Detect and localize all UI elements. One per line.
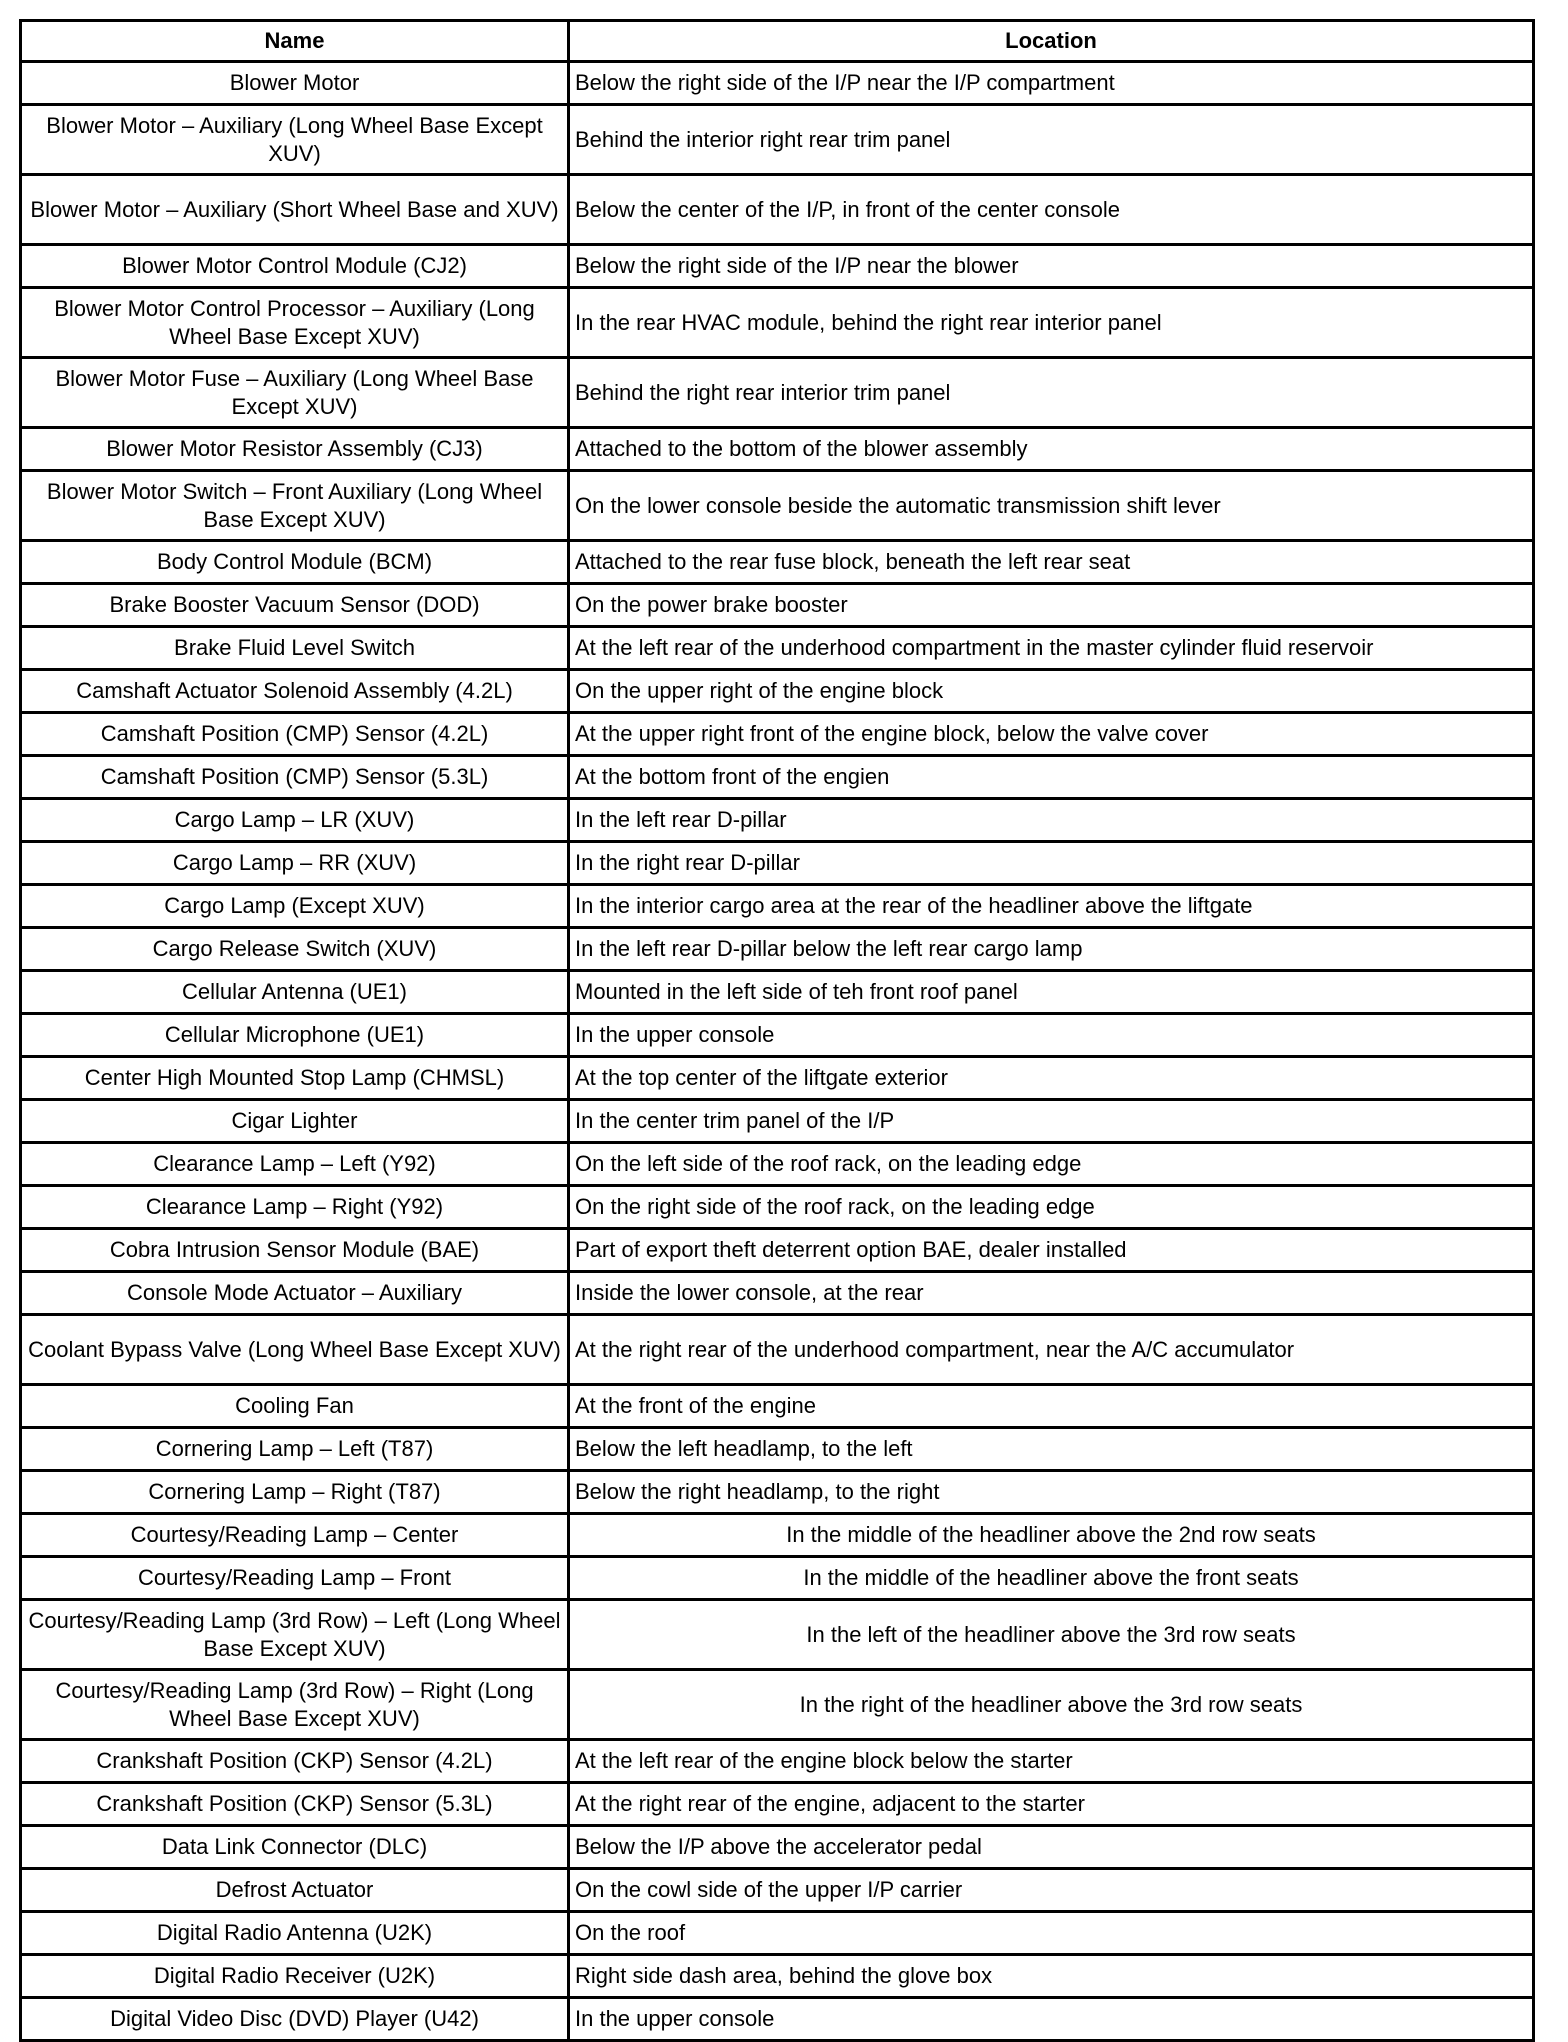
table-row (21, 1385, 1534, 1428)
table-row (21, 1826, 1534, 1869)
component-location-cell: At the upper right front of the engine block, below the valve cover (569, 713, 1534, 756)
table-row (21, 627, 1534, 670)
table-row (21, 1272, 1534, 1315)
component-name-cell: Clearance Lamp – Right (Y92) (21, 1186, 569, 1229)
table-row (21, 1869, 1534, 1912)
component-location-cell: Below the I/P above the accelerator pedal (569, 1826, 1534, 1869)
table-row (21, 1143, 1534, 1186)
component-name-cell: Cigar Lighter (21, 1100, 569, 1143)
component-location-cell: On the lower console beside the automatic transmission shift lever (569, 471, 1534, 541)
table-row (21, 1514, 1534, 1557)
component-name-cell: Cornering Lamp – Left (T87) (21, 1428, 569, 1471)
component-name-cell: Digital Radio Receiver (U2K) (21, 1955, 569, 1998)
component-location-cell: At the right rear of the engine, adjacent to the starter (569, 1783, 1534, 1826)
component-location-cell: Attached to the bottom of the blower assembly (569, 428, 1534, 471)
table-row (21, 288, 1534, 358)
component-name-cell: Courtesy/Reading Lamp (3rd Row) – Left (Long Wheel Base Except XUV) (21, 1600, 569, 1670)
component-name-cell: Console Mode Actuator – Auxiliary (21, 1272, 569, 1315)
component-name-cell: Cargo Lamp – RR (XUV) (21, 842, 569, 885)
component-location-cell: Below the right side of the I/P near the blower (569, 245, 1534, 288)
component-location-cell: In the rear HVAC module, behind the right rear interior panel (569, 288, 1534, 358)
component-name-cell: Blower Motor Switch – Front Auxiliary (Long Wheel Base Except XUV) (21, 471, 569, 541)
component-name-cell: Coolant Bypass Valve (Long Wheel Base Except XUV) (21, 1315, 569, 1385)
component-name-cell: Courtesy/Reading Lamp (3rd Row) – Right (Long Wheel Base Except XUV) (21, 1670, 569, 1740)
component-location-cell: In the center trim panel of the I/P (569, 1100, 1534, 1143)
component-location-cell: At the right rear of the underhood compartment, near the A/C accumulator (569, 1315, 1534, 1385)
component-name-cell: Camshaft Actuator Solenoid Assembly (4.2L) (21, 670, 569, 713)
component-location-cell: In the interior cargo area at the rear of the headliner above the liftgate (569, 885, 1534, 928)
component-name-cell: Cellular Microphone (UE1) (21, 1014, 569, 1057)
table-row (21, 1600, 1534, 1670)
table-row (21, 799, 1534, 842)
component-location-cell: Inside the lower console, at the rear (569, 1272, 1534, 1315)
table-row (21, 428, 1534, 471)
column-header-location: Location (569, 21, 1534, 62)
component-name-cell: Body Control Module (BCM) (21, 541, 569, 584)
component-location-cell: In the right of the headliner above the 3rd row seats (569, 1670, 1534, 1740)
table-row (21, 584, 1534, 627)
component-name-cell: Cellular Antenna (UE1) (21, 971, 569, 1014)
component-name-cell: Brake Booster Vacuum Sensor (DOD) (21, 584, 569, 627)
component-location-cell: In the middle of the headliner above the front seats (569, 1557, 1534, 1600)
component-name-cell: Cobra Intrusion Sensor Module (BAE) (21, 1229, 569, 1272)
table-row (21, 471, 1534, 541)
table-row (21, 1740, 1534, 1783)
table-row (21, 1471, 1534, 1514)
component-location-cell: Part of export theft deterrent option BAE, dealer installed (569, 1229, 1534, 1272)
component-name-cell: Camshaft Position (CMP) Sensor (5.3L) (21, 756, 569, 799)
table-row (21, 541, 1534, 584)
table-body (21, 62, 1534, 2041)
table-row (21, 842, 1534, 885)
component-name-cell: Cargo Release Switch (XUV) (21, 928, 569, 971)
component-location-cell: On the power brake booster (569, 584, 1534, 627)
table-row (21, 1428, 1534, 1471)
column-header-name: Name (21, 21, 569, 62)
table-row (21, 1229, 1534, 1272)
component-name-cell: Courtesy/Reading Lamp – Front (21, 1557, 569, 1600)
table-row (21, 1100, 1534, 1143)
component-location-cell: In the right rear D-pillar (569, 842, 1534, 885)
component-location-table (19, 19, 1535, 2042)
component-location-cell: At the left rear of the underhood compartment in the master cylinder fluid reservoir (569, 627, 1534, 670)
component-location-cell: Right side dash area, behind the glove box (569, 1955, 1534, 1998)
component-location-cell: Below the right side of the I/P near the I/P compartment (569, 62, 1534, 105)
component-location-cell: On the right side of the roof rack, on the leading edge (569, 1186, 1534, 1229)
component-name-cell: Crankshaft Position (CKP) Sensor (5.3L) (21, 1783, 569, 1826)
component-location-cell: Below the center of the I/P, in front of the center console (569, 175, 1534, 245)
table-row (21, 1186, 1534, 1229)
component-name-cell: Cargo Lamp (Except XUV) (21, 885, 569, 928)
component-location-cell: On the left side of the roof rack, on the leading edge (569, 1143, 1534, 1186)
component-location-cell: At the top center of the liftgate exterior (569, 1057, 1534, 1100)
table-row (21, 1783, 1534, 1826)
component-location-cell: On the cowl side of the upper I/P carrier (569, 1869, 1534, 1912)
table-row (21, 1955, 1534, 1998)
component-location-cell: Behind the interior right rear trim panel (569, 105, 1534, 175)
header-row (21, 21, 1534, 62)
component-location-cell: In the upper console (569, 1014, 1534, 1057)
table-row (21, 971, 1534, 1014)
component-name-cell: Courtesy/Reading Lamp – Center (21, 1514, 569, 1557)
table-row (21, 105, 1534, 175)
component-location-cell: Mounted in the left side of teh front roof panel (569, 971, 1534, 1014)
table-row (21, 713, 1534, 756)
component-location-cell: In the left rear D-pillar (569, 799, 1534, 842)
component-location-cell: Attached to the rear fuse block, beneath the left rear seat (569, 541, 1534, 584)
component-name-cell: Blower Motor Fuse – Auxiliary (Long Wheel Base Except XUV) (21, 358, 569, 428)
component-location-cell: In the middle of the headliner above the 2nd row seats (569, 1514, 1534, 1557)
table-row (21, 245, 1534, 288)
component-location-cell: At the left rear of the engine block below the starter (569, 1740, 1534, 1783)
component-name-cell: Cooling Fan (21, 1385, 569, 1428)
component-location-cell: On the upper right of the engine block (569, 670, 1534, 713)
table-row (21, 1315, 1534, 1385)
component-location-cell: At the bottom front of the engien (569, 756, 1534, 799)
component-name-cell: Blower Motor – Auxiliary (Short Wheel Base and XUV) (21, 175, 569, 245)
component-name-cell: Crankshaft Position (CKP) Sensor (4.2L) (21, 1740, 569, 1783)
component-name-cell: Blower Motor – Auxiliary (Long Wheel Base Except XUV) (21, 105, 569, 175)
table-row (21, 1670, 1534, 1740)
component-name-cell: Clearance Lamp – Left (Y92) (21, 1143, 569, 1186)
component-name-cell: Cargo Lamp – LR (XUV) (21, 799, 569, 842)
component-name-cell: Brake Fluid Level Switch (21, 627, 569, 670)
table-row (21, 62, 1534, 105)
component-name-cell: Digital Video Disc (DVD) Player (U42) (21, 1998, 569, 2041)
table-row (21, 1998, 1534, 2041)
component-name-cell: Digital Radio Antenna (U2K) (21, 1912, 569, 1955)
component-location-cell: At the front of the engine (569, 1385, 1534, 1428)
component-name-cell: Data Link Connector (DLC) (21, 1826, 569, 1869)
component-location-cell: In the left of the headliner above the 3rd row seats (569, 1600, 1534, 1670)
component-name-cell: Blower Motor Control Module (CJ2) (21, 245, 569, 288)
component-name-cell: Blower Motor (21, 62, 569, 105)
component-location-cell: In the left rear D-pillar below the left rear cargo lamp (569, 928, 1534, 971)
component-location-cell: On the roof (569, 1912, 1534, 1955)
table-row (21, 1014, 1534, 1057)
component-name-cell: Cornering Lamp – Right (T87) (21, 1471, 569, 1514)
table-row (21, 670, 1534, 713)
component-location-cell: In the upper console (569, 1998, 1534, 2041)
table-row (21, 756, 1534, 799)
table-row (21, 1557, 1534, 1600)
table-row (21, 928, 1534, 971)
component-name-cell: Blower Motor Resistor Assembly (CJ3) (21, 428, 569, 471)
component-name-cell: Blower Motor Control Processor – Auxiliary (Long Wheel Base Except XUV) (21, 288, 569, 358)
table-row (21, 358, 1534, 428)
table-row (21, 885, 1534, 928)
component-location-cell: Below the left headlamp, to the left (569, 1428, 1534, 1471)
component-location-cell: Below the right headlamp, to the right (569, 1471, 1534, 1514)
table-row (21, 175, 1534, 245)
component-location-cell: Behind the right rear interior trim panel (569, 358, 1534, 428)
component-name-cell: Center High Mounted Stop Lamp (CHMSL) (21, 1057, 569, 1100)
component-name-cell: Camshaft Position (CMP) Sensor (4.2L) (21, 713, 569, 756)
table-row (21, 1912, 1534, 1955)
component-name-cell: Defrost Actuator (21, 1869, 569, 1912)
table-row (21, 1057, 1534, 1100)
